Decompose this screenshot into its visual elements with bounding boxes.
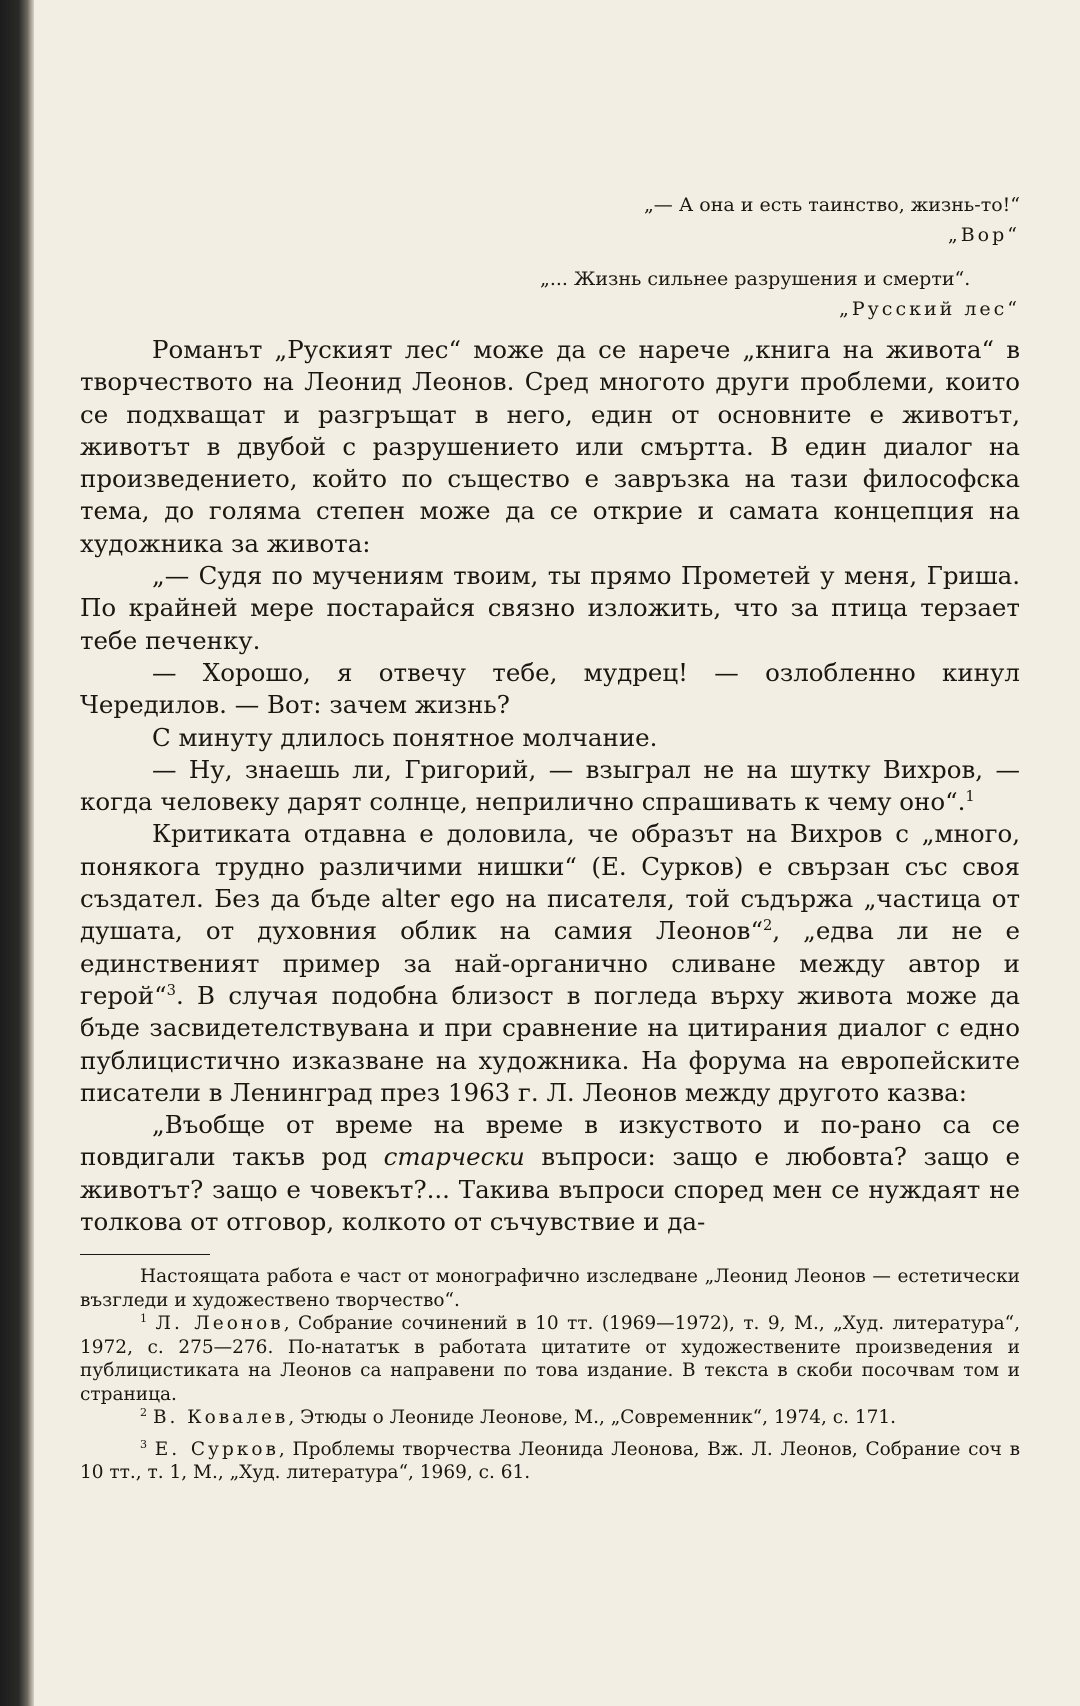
book-page [80, 190, 1020, 1485]
paragraph-4: С минуту длилось понятное молчание. [152, 722, 658, 752]
footnote-intro: Настоящата работа е част от монографично изследване „Леонид Леонов — естетически възгледи и художествено творчество“. [80, 1266, 1020, 1311]
footnote-2-mark: 2 [140, 1406, 148, 1420]
footnote-2-author: В. Ковалев [152, 1407, 289, 1429]
paragraph-3: — Хорошо, я отвечу тебе, мудрец! — озлобленно кинул Чередилов. — Вот: зачем жизнь? [80, 657, 1020, 720]
footnote-2-text: , Этюды о Леониде Леонове, М., „Современник“, 1974, с. 171. [288, 1407, 897, 1429]
paragraph-7-italic: старчески [383, 1142, 525, 1172]
paragraph-6-text-c: . В случая подобна близост в погледа върху живота може да бъде засвидетелствувана и при сравнение на цитирания диалог с едно публицистично изказване на художника. На форума на европейските писатели в Ленинград през 1963 г. Л. Леонов между другото казва: [80, 980, 1020, 1107]
paragraph-5-text: — Ну, знаешь ли, Григорий, — взыграл не на шутку Вихров, — когда человеку дарят солнце, неприлично спрашивать к чему оно“. [80, 754, 1020, 817]
footnote-3-author: Е. Сурков [154, 1438, 279, 1460]
footnote-3-mark: 3 [140, 1437, 148, 1451]
main-text [80, 334, 1020, 1238]
footnote-3 [80, 1438, 1020, 1485]
paragraph-7-text-a: „Въобще от време на време в изкуството и по-рано са се повдигали такъв род [80, 1110, 1020, 1172]
paragraph-7 [80, 1109, 1020, 1238]
footnote-1 [80, 1312, 1020, 1406]
paragraph-2: „— Судя по мучениям твоим, ты прямо Прометей у меня, Гриша. По крайней мере постарайся связно изложить, что за птица терзает тебе печенку. [80, 561, 1020, 655]
footnote-1-mark: 1 [140, 1312, 148, 1326]
footnotes [80, 1265, 1020, 1485]
book-spine-shadow [0, 0, 34, 1706]
epigraph-quote-2: „... Жизнь сильнее разрушения и смерти“. [540, 268, 971, 290]
footnote-divider [80, 1254, 210, 1255]
paragraph-5 [80, 754, 1020, 819]
epigraph-source-1: „Вор“ [947, 224, 1020, 246]
epigraph-quote-1: „— А она и есть таинство, жизнь-то!“ [643, 194, 1020, 216]
footnote-ref-1: 1 [965, 788, 975, 805]
epigraph-block [540, 190, 1020, 324]
paragraph-1: Романът „Руският лес“ може да се нарече „книга на живота“ в творчеството на Леонид Леонов. Сред многото други проблеми, които се подхващат и разгръщат в него, един от основните е животът, животът в двубой с разрушението или смъртта. В един диалог на произведението, който по същество е завръзка на тази философска тема, до голяма степен може да се открие и самата концепция на художника за живота: [80, 335, 1020, 558]
footnote-ref-2: 2 [762, 917, 773, 935]
footnote-1-text: , Собрание сочинений в 10 тт. (1969—1972), т. 9, М., „Худ. литература“, 1972, с. 275—276. По-нататък в работата цитатите от художествените произведения и публицистиката на Леонов са направени по това издание. В текста в скоби посочвам том и страница. [80, 1313, 1020, 1405]
paragraph-6 [80, 818, 1020, 1109]
footnote-2 [80, 1406, 1020, 1430]
paragraph-7-text-b: въпроси: защо е любовта? защо е животът? защо е човекът?... Такива въпроси според мен се нуждаят не толкова от отговор, колкото от съчувствие и да- [80, 1142, 1020, 1237]
footnote-3-text: , Проблемы творчества Леонида Леонова, Вж. Л. Леонов, Собрание соч в 10 тт., т. 1, М., „Худ. литература“, 1969, с. 61. [80, 1438, 1021, 1484]
paragraph-6-text-a: Критиката отдавна е доловила, че образът на Вихров с „много, понякога трудно различими нишки“ (Е. Сурков) е свързан със своя създател. Без да бъде alter ego на писателя, той съдържа „частица от душата, от духовния облик на самия Леонов“ [80, 819, 1020, 946]
paragraph-6-text-b: , „едва ли не е единственият пример за най-органично сливане между автор и герой“ [80, 916, 1020, 1010]
footnote-ref-3: 3 [166, 981, 176, 999]
epigraph-source-2: „Русский лес“ [839, 298, 1020, 320]
footnote-1-author: Л. Леонов [155, 1313, 284, 1335]
